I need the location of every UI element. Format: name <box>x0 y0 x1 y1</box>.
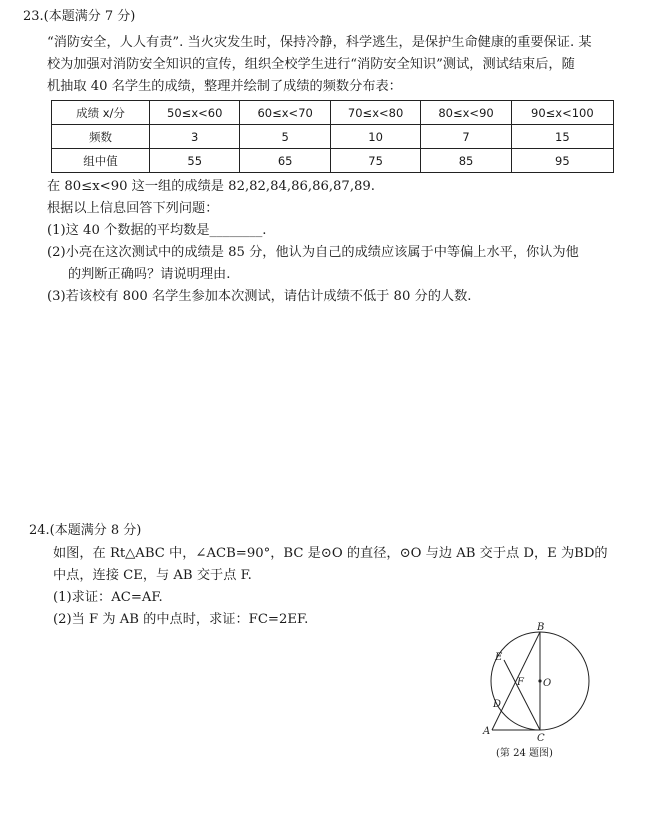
q24-part-1: (1)求证：AC=AF. <box>53 590 163 605</box>
table-row <box>52 149 614 173</box>
center-point <box>538 679 541 682</box>
table-cell: 65 <box>240 149 330 173</box>
table-cell: 组中值 <box>52 149 150 173</box>
frequency-table <box>51 100 614 173</box>
label-b: B <box>537 622 545 633</box>
q23-part-3: (3)若该校有 800 名学生参加本次测试，请估计成绩不低于 80 分的人数. <box>47 289 472 304</box>
table-cell: 75 <box>330 149 420 173</box>
q23-part-1: (1)这 40 个数据的平均数是________. <box>47 223 267 238</box>
figure-caption: (第 24 题图) <box>496 748 553 759</box>
table-cell: 成绩 x/分 <box>52 101 150 125</box>
table-cell: 95 <box>511 149 613 173</box>
label-a: A <box>483 726 491 737</box>
table-cell: 15 <box>511 125 613 149</box>
label-f: F <box>517 677 524 688</box>
q23-intro-line-1: “消防安全，人人有责”. 当火灾发生时，保持冷静，科学逃生，是保护生命健康的重要保证. 某 <box>47 35 592 50</box>
table-cell: 频数 <box>52 125 150 149</box>
q24-body-line-2: 中点，连接 CE，与 AB 交于点 F. <box>53 568 252 583</box>
label-d: D <box>493 699 502 710</box>
q23-intro-line-3: 机抽取 40 名学生的成绩，整理并绘制了成绩的频数分布表： <box>47 79 402 94</box>
q24-body-line-1: 如图，在 Rt△ABC 中，∠ACB=90°，BC 是⊙O 的直径，⊙O 与边 AB 交于点 D，E 为BD的 <box>53 546 608 561</box>
label-c: C <box>537 733 545 744</box>
q23-part-2-line-2: 的判断正确吗？请说明理由. <box>68 267 231 282</box>
table-cell: 70≤x<80 <box>330 101 420 125</box>
q23-part-2-line-1: (2)小亮在这次测试中的成绩是 85 分，他认为自己的成绩应该属于中等偏上水平，你认为他 <box>47 245 579 260</box>
label-o: O <box>543 678 552 689</box>
q24-header: 24.(本题满分 8 分) <box>29 523 142 538</box>
table-cell: 80≤x<90 <box>421 101 511 125</box>
q23-prompt: 根据以上信息回答下列问题： <box>47 201 219 216</box>
group-scores-note: 在 80≤x<90 这一组的成绩是 82,82,84,86,86,87,89. <box>47 179 375 194</box>
table-cell: 10 <box>330 125 420 149</box>
table-cell: 50≤x<60 <box>150 101 240 125</box>
q23-intro-line-2: 校为加强对消防安全知识的宣传，组织全校学生进行“消防安全知识”测试，测试结束后，随 <box>47 57 575 72</box>
table-row <box>52 101 614 125</box>
table-cell: 60≤x<70 <box>240 101 330 125</box>
q23-header: 23.(本题满分 7 分) <box>23 9 136 24</box>
table-cell: 55 <box>150 149 240 173</box>
table-cell: 3 <box>150 125 240 149</box>
q24-part-2: (2)当 F 为 AB 的中点时，求证：FC=2EF. <box>53 612 309 627</box>
table-cell: 5 <box>240 125 330 149</box>
label-e: E <box>495 652 503 663</box>
table-cell: 90≤x<100 <box>511 101 613 125</box>
table-row <box>52 125 614 149</box>
table-cell: 85 <box>421 149 511 173</box>
table-cell: 7 <box>421 125 511 149</box>
